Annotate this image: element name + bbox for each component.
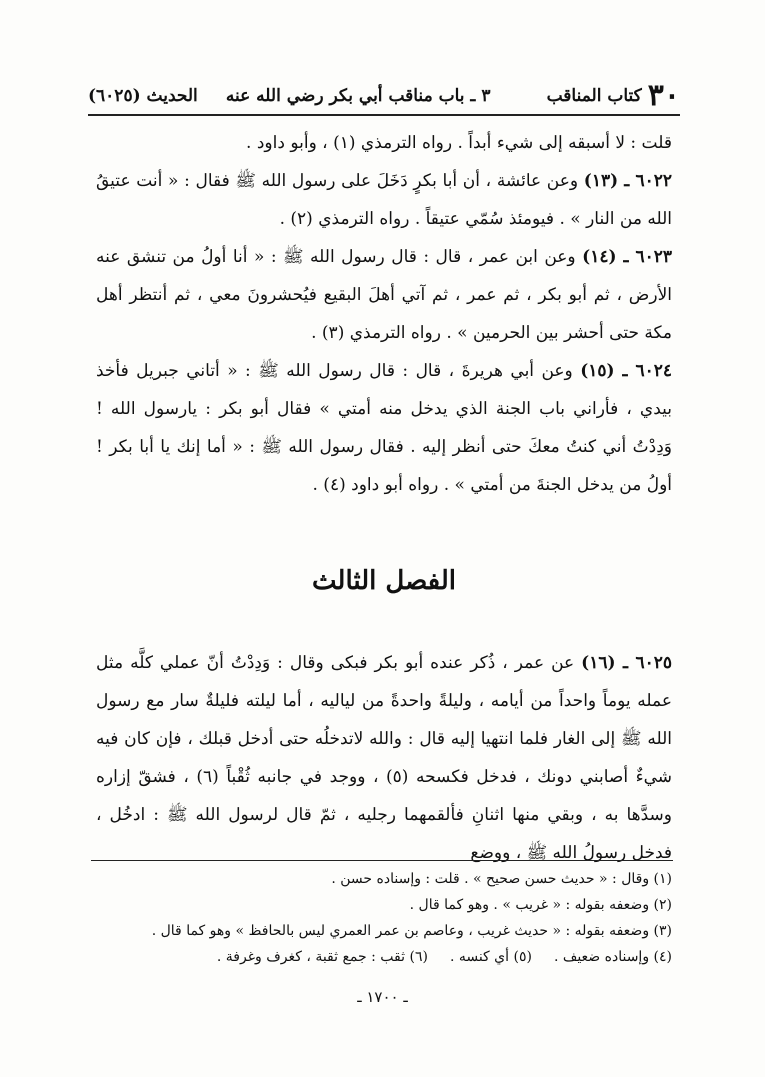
chapter-title: ٣ ـ باب مناقب أبي بكر رضي الله عنه — [225, 86, 491, 106]
footnote-3: (٣) وضعفه بقوله : « حديث غريب ، وعاصم بن عمر العمري ليس بالحافظ » وهو كما قال . — [151, 923, 672, 939]
hadith-text: وعن ابن عمر ، قال : قال رسول الله ﷺ : « أنا أولُ من تنشق عنه الأرض ، ثم أبو بكر ، ثم عمر ، ثم آتي أهلَ البقيع فيُحشرونَ معي ، ثم أنتظر أهل مكة حتى أحشر بين الحرمين » . رواه الترمذي (٣) . — [96, 247, 672, 343]
footnote-divider — [91, 860, 673, 861]
footnote-6: (٦) ثقب : جمع ثقبة ، كغرف وغرفة . — [216, 949, 428, 965]
paragraph-text: قلت : لا أسبقه إلى شيء أبداً . رواه الترمذي (١) ، وأبو داود . — [246, 133, 672, 153]
page-number: ٣٠ — [647, 78, 680, 113]
page-header — [88, 78, 680, 116]
hadith-paragraph — [96, 644, 672, 872]
hadith-number: ٦٠٢٤ ـ (١٥) — [580, 361, 672, 381]
hadith-number: ٦٠٢٢ ـ (١٣) — [583, 171, 672, 191]
footnote-1: (١) وقال : « حديث حسن صحيح » . قلت : وإسناده حسن . — [331, 871, 672, 887]
footnote-5: (٥) أي كنسه . — [449, 949, 532, 965]
book-title: كتاب المناقب — [546, 86, 642, 106]
hadith-range: الحديث (٦٠٢٥) — [88, 86, 198, 106]
paragraph — [96, 124, 672, 162]
hadith-text: عن عمر ، ذُكر عنده أبو بكر فبكى وقال : وَدِدْتُ أنّ عملي كلَّه مثل عمله يوماً واحداً من أيامه ، وليلةً واحدةً من لياليه ، أما ليلته فليلةٌ سار مع رسول الله ﷺ إلى الغار فلما انتهيا إليه قال : والله لاتدخلُه حتى أدخل قبلك ، فإن كان فيه شيءٌ أصابني دونك ، فدخل فكسحه (٥) ، ووجد في جانبه ثُقْباً (٦) ، فشقّ إزاره وسدَّها به ، وبقي منها اثنانِ فألقمهما رجليه ، ثمّ قال لرسول الله ﷺ : ادخُل ، فدخل رسولُ الله ﷺ ، ووضع — [96, 653, 672, 863]
hadith-paragraph — [96, 352, 672, 504]
footnotes — [100, 866, 672, 970]
hadith-text: وعن أبي هريرةَ ، قال : قال رسول الله ﷺ : « أتاني جبريل فأخذ بيدي ، فأراني باب الجنة الذي يدخل منه أمتي » فقال أبو بكر : يارسول الله ! وَدِدْتُ أني كنتُ معكَ حتى أنظر إليه . فقال رسول الله ﷺ : « أما إنك يا أبا بكر ! أولُ من يدخل الجنةَ من أمتي » . رواه أبو داود (٤) . — [96, 361, 672, 495]
main-text-section3 — [96, 644, 672, 872]
footnote-row — [100, 944, 672, 970]
footnote-4: (٤) وإسناده ضعيف . — [553, 949, 672, 965]
hadith-text: وعن عائشة ، أن أبا بكرٍ دَخَلَ على رسول الله ﷺ فقال : « أنت عتيقُ الله من النار » . فيومئذ سُمّي عتيقاً . رواه الترمذي (٢) . — [96, 171, 672, 229]
main-text — [96, 124, 672, 504]
folio-number: ـ ١٧٠٠ ـ — [357, 988, 408, 1006]
hadith-paragraph — [96, 162, 672, 238]
section-title: الفصل الثالث — [312, 566, 456, 596]
footnote-2: (٢) وضعفه بقوله : « غريب » . وهو كما قال . — [409, 897, 672, 913]
header-right — [546, 78, 680, 113]
hadith-number: ٦٠٢٣ ـ (١٤) — [582, 247, 672, 267]
hadith-paragraph — [96, 238, 672, 352]
hadith-number: ٦٠٢٥ ـ (١٦) — [581, 653, 672, 673]
